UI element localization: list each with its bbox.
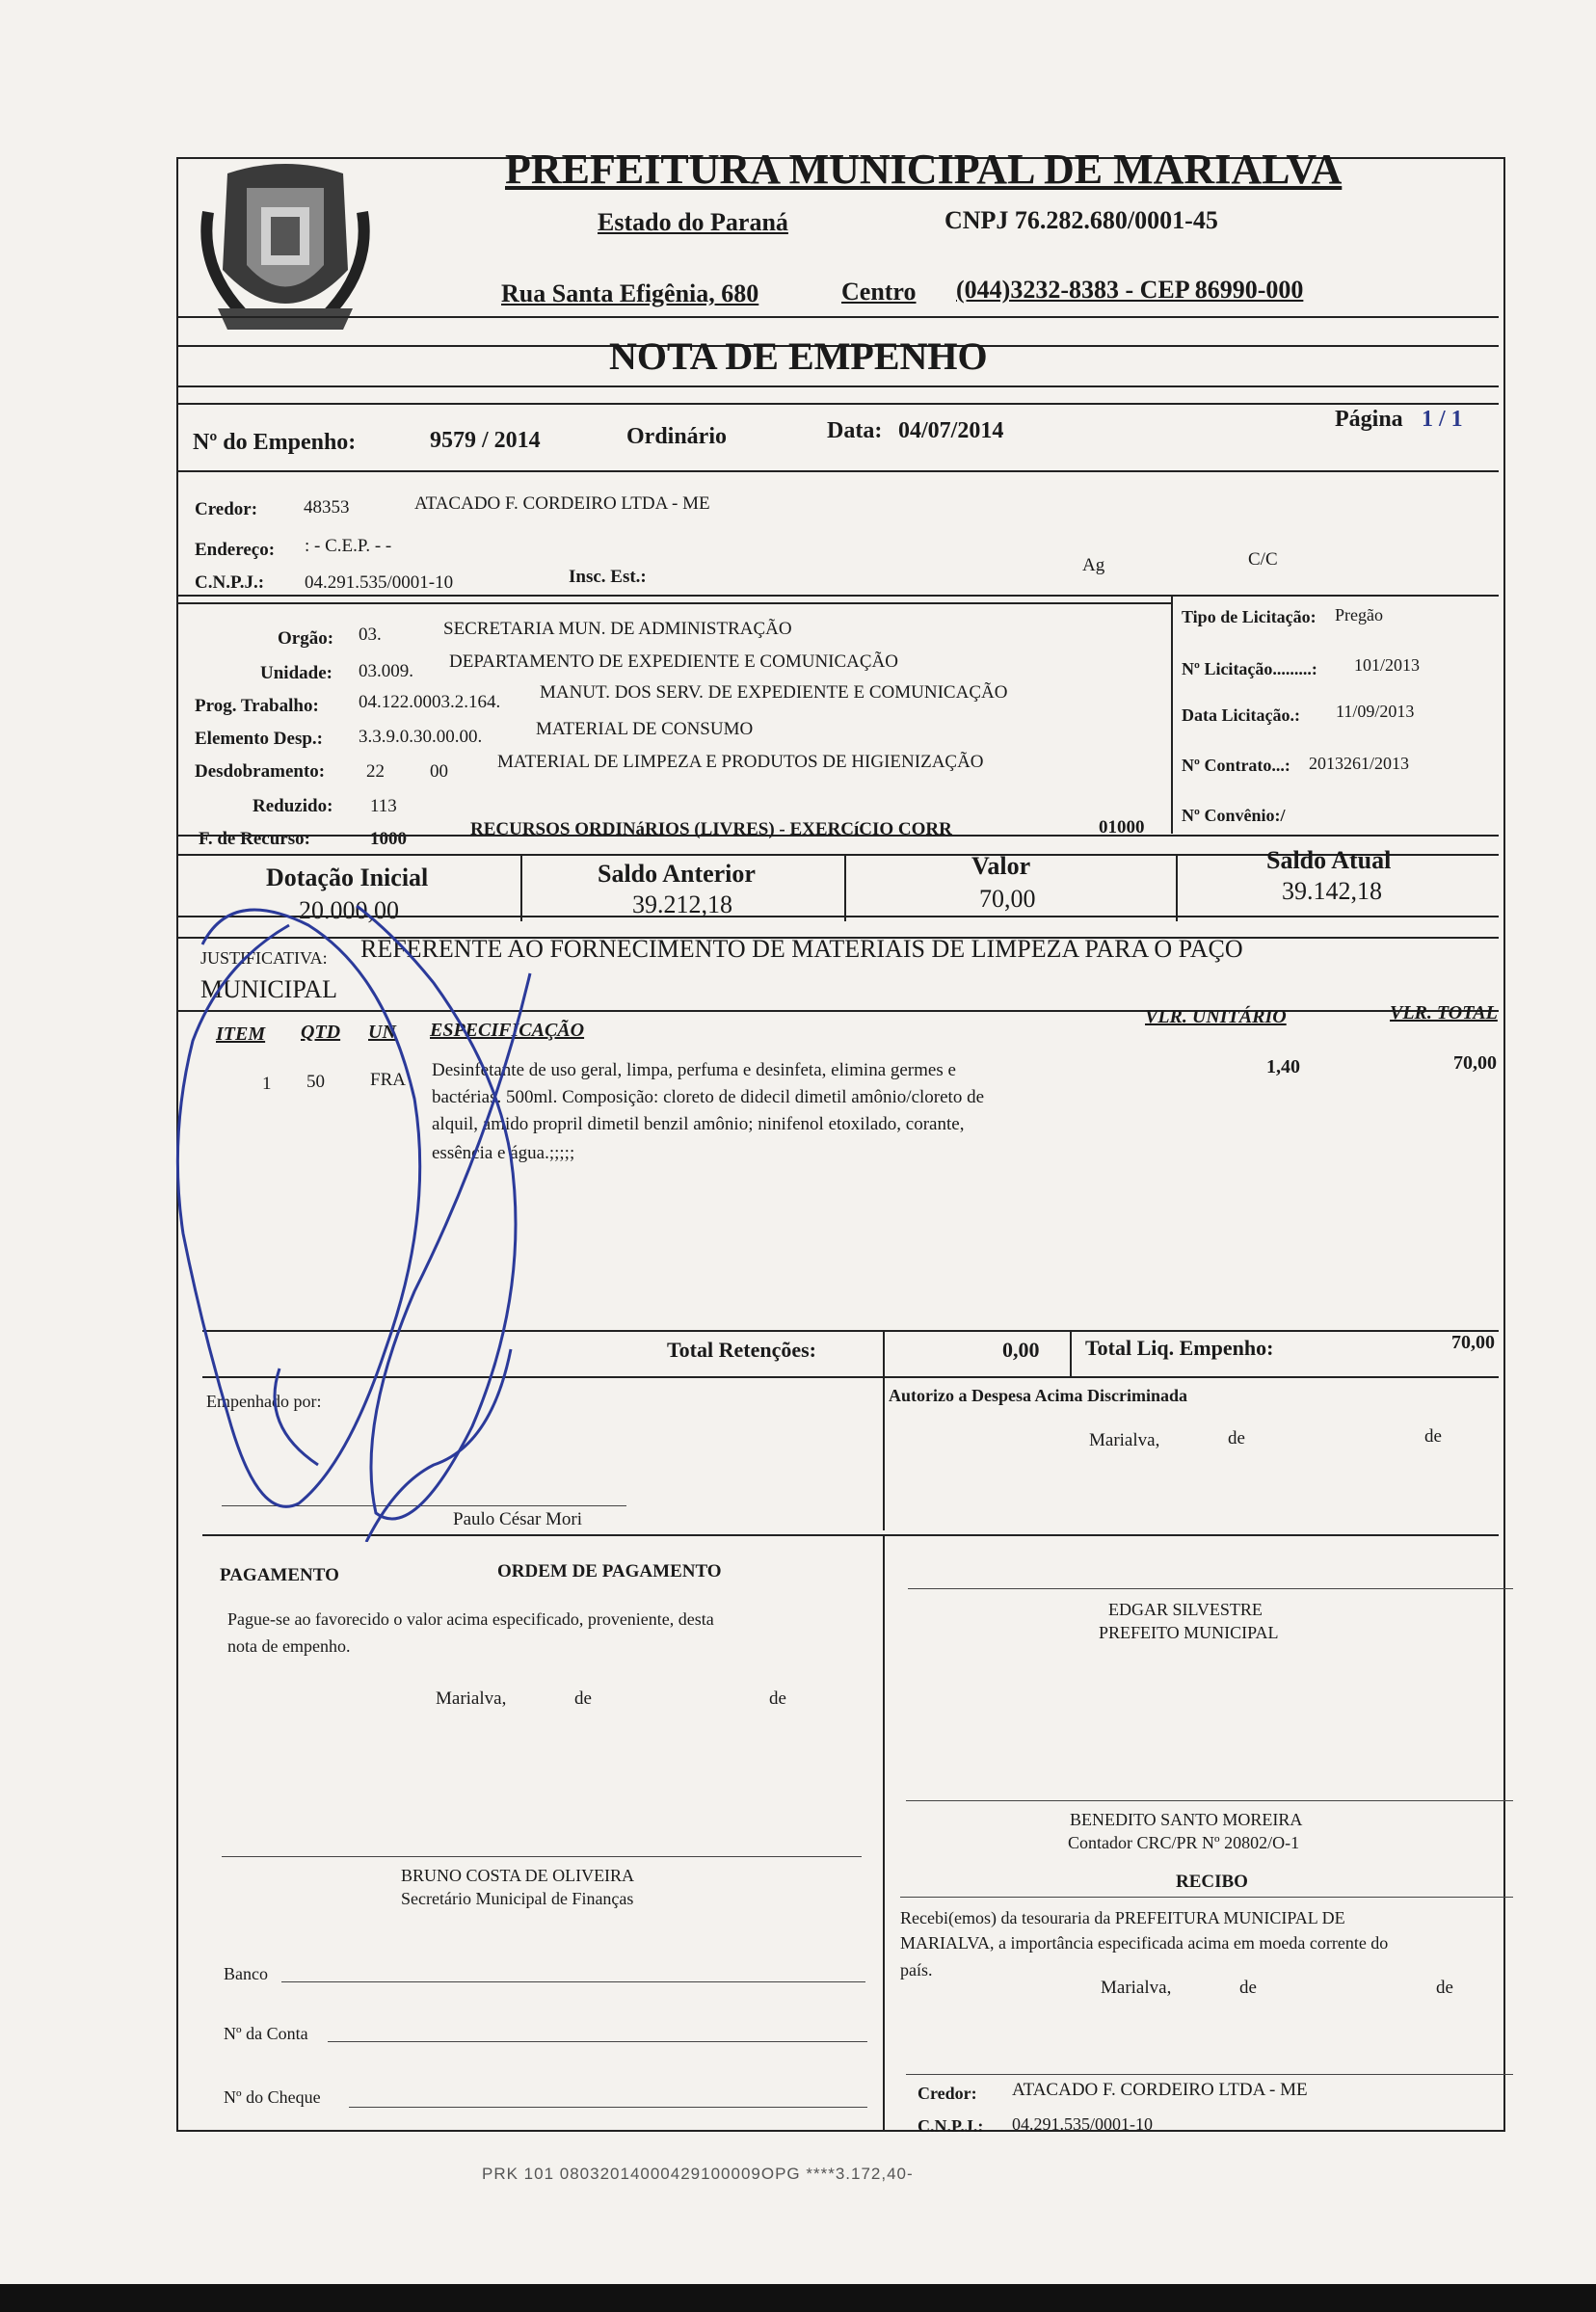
recibo-cnpj: 04.291.535/0001-10 (1012, 2114, 1153, 2134)
cheque-label: Nº do Cheque (224, 2087, 321, 2107)
phone-cep-label: (044)3232-8383 - CEP 86990-000 (956, 276, 1304, 304)
recibo-credor-name: ATACADO F. CORDEIRO LTDA - ME (1012, 2080, 1308, 2100)
unidade-code: 03.009. (359, 661, 413, 681)
justificativa-label: JUSTIFICATIVA: (200, 948, 328, 968)
contador-title: Contador CRC/PR Nº 20802/O-1 (1068, 1833, 1300, 1852)
col-unit-value: VLR. UNITÁRIO (1145, 1006, 1287, 1027)
pagamento-text-line2: nota de empenho. (227, 1636, 351, 1656)
autorizo-de1: de (1228, 1428, 1245, 1448)
pagamento-label: PAGAMENTO (220, 1565, 339, 1585)
pagamento-de1: de (574, 1688, 592, 1709)
liq-empenho-label: Total Liq. Empenho: (1085, 1336, 1274, 1360)
col-qtd: QTD (301, 1022, 341, 1043)
date-label: Data: (827, 418, 883, 443)
item-desc-line1: Desinfetante de uso geral, limpa, perfuma e desinfeta, elimina germes e (432, 1060, 956, 1080)
col-total-value: VLR. TOTAL (1390, 1002, 1498, 1023)
item-un: FRA (370, 1070, 406, 1090)
cnpj-label: CNPJ 76.282.680/0001-45 (944, 206, 1218, 234)
bruno-name: BRUNO COSTA DE OLIVEIRA (401, 1866, 635, 1885)
autorizo-de2: de (1424, 1426, 1442, 1447)
prog-code: 04.122.0003.2.164. (359, 692, 501, 712)
credor-cnpj-label: C.N.P.J.: (195, 572, 265, 593)
scan-bottom-edge (0, 2284, 1596, 2312)
saldo-anterior-value: 39.212,18 (632, 890, 732, 918)
recurso-label: F. de Recurso: (199, 829, 310, 849)
reduzido-label: Reduzido: (253, 796, 333, 816)
elemento-name: MATERIAL DE CONSUMO (536, 719, 754, 739)
recibo-de2: de (1436, 1978, 1453, 1998)
handwritten-signature (164, 848, 665, 1542)
secretario-title: Secretário Municipal de Finanças (401, 1889, 634, 1908)
insc-est-label: Insc. Est.: (569, 567, 647, 587)
page-label: Página (1335, 407, 1403, 432)
orgao-code: 03. (359, 625, 382, 645)
benedito-name: BENEDITO SANTO MOREIRA (1070, 1810, 1303, 1829)
item-total-value: 70,00 (1453, 1052, 1497, 1074)
conta-label: Nº da Conta (224, 2024, 308, 2043)
item-desc-line4: essência e água.;;;;; (432, 1143, 575, 1163)
elemento-code: 3.3.9.0.30.00.00. (359, 727, 483, 747)
justificativa-line2: MUNICIPAL (200, 975, 338, 1003)
desdobramento-name: MATERIAL DE LIMPEZA E PRODUTOS DE HIGIENIZAÇÃO (497, 752, 984, 772)
recibo-marialva: Marialva, (1101, 1978, 1172, 1998)
retencoes-value: 0,00 (1002, 1338, 1040, 1362)
col-un: UN (368, 1022, 396, 1043)
address-label: Endereço: (195, 540, 276, 560)
empenho-number-label: Nº do Empenho: (193, 430, 357, 455)
recibo-text-line2: MARIALVA, a importância especificada acima em moeda corrente do (900, 1933, 1389, 1953)
empenho-type: Ordinário (626, 424, 728, 449)
pagamento-text-line1: Pague-se ao favorecido o valor acima especificado, proveniente, desta (227, 1609, 714, 1629)
licitacao-date-label: Data Licitação.: (1182, 705, 1300, 725)
recurso-code: 1000 (370, 829, 407, 849)
page-number: 1 / 1 (1422, 407, 1463, 432)
prog-name: MANUT. DOS SERV. DE EXPEDIENTE E COMUNICAÇÃO (540, 682, 1008, 703)
retencoes-label: Total Retenções: (667, 1338, 816, 1362)
col-item: ITEM (216, 1023, 266, 1045)
street-label: Rua Santa Efigênia, 680 (501, 279, 759, 307)
elemento-label: Elemento Desp.: (195, 729, 323, 749)
dotacao-label: Dotação Inicial (266, 864, 429, 891)
licitacao-type-label: Tipo de Licitação: (1182, 607, 1317, 626)
recibo-credor-label: Credor: (918, 2084, 977, 2103)
recurso-name: RECURSOS ORDINáRIOS (LIVRES) - EXERCíCIO CORR (470, 819, 952, 839)
recibo-title: RECIBO (1176, 1872, 1248, 1892)
convenio-label: Nº Convênio:/ (1182, 806, 1286, 825)
paulo-name: Paulo César Mori (453, 1509, 583, 1529)
item-desc-line3: alquil, amido propril dimetil benzil amônio; ninifenol etoxilado, corante, (432, 1114, 965, 1134)
saldo-anterior-label: Saldo Anterior (598, 860, 756, 888)
unidade-name: DEPARTAMENTO DE EXPEDIENTE E COMUNICAÇÃO (449, 651, 899, 672)
credor-cnpj: 04.291.535/0001-10 (305, 572, 454, 593)
valor-value: 70,00 (979, 885, 1036, 913)
state-label: Estado do Paraná (598, 208, 788, 236)
credor-code: 48353 (304, 497, 350, 518)
orgao-label: Orgão: (278, 628, 334, 649)
doc-title: NOTA DE EMPENHO (609, 334, 988, 378)
orgao-name: SECRETARIA MUN. DE ADMINISTRAÇÃO (443, 619, 792, 639)
licitacao-type: Pregão (1335, 605, 1383, 625)
licitacao-number: 101/2013 (1354, 655, 1421, 675)
ordem-pagamento-label: ORDEM DE PAGAMENTO (497, 1561, 722, 1581)
saldo-atual-label: Saldo Atual (1266, 846, 1392, 874)
district-label: Centro (841, 278, 917, 306)
credor-label: Credor: (195, 499, 258, 519)
banco-label: Banco (224, 1964, 268, 1983)
col-especificacao: ESPECIFICAÇÃO (430, 1020, 585, 1041)
coat-of-arms-logo (189, 154, 382, 347)
item-number: 1 (262, 1074, 272, 1094)
licitacao-date: 11/09/2013 (1336, 702, 1415, 721)
empenhado-por-label: Empenhado por: (206, 1392, 322, 1411)
dotacao-value: 20.000,00 (299, 896, 399, 924)
liq-empenho-value: 70,00 (1451, 1332, 1495, 1353)
licitacao-number-label: Nº Licitação.........: (1182, 659, 1317, 678)
item-qtd: 50 (306, 1072, 325, 1092)
desdobramento-a: 22 (366, 761, 385, 782)
ag-label: Ag (1082, 555, 1105, 575)
autorizo-marialva: Marialva, (1089, 1430, 1160, 1450)
unidade-label: Unidade: (260, 663, 332, 683)
recibo-de1: de (1239, 1978, 1257, 1998)
item-desc-line2: bactérias. 500ml. Composição: cloreto de didecil dimetil amônio/cloreto de (432, 1087, 985, 1107)
saldo-atual-value: 39.142,18 (1282, 877, 1382, 905)
item-unit-value: 1,40 (1266, 1056, 1300, 1077)
prog-label: Prog. Trabalho: (195, 696, 319, 716)
recibo-text-line1: Recebi(emos) da tesouraria da PREFEITURA MUNICIPAL DE (900, 1908, 1345, 1927)
address-value: : - C.E.P. - - (305, 536, 392, 556)
recurso-number: 01000 (1099, 817, 1145, 837)
recibo-text-line3: país. (900, 1960, 933, 1980)
edgar-name: EDGAR SILVESTRE (1108, 1600, 1263, 1619)
footer-code: PRK 101 08032014000429100009OPG ****3.172,40- (482, 2165, 914, 2183)
date-value: 04/07/2014 (898, 418, 1004, 443)
prefeito-title: PREFEITO MUNICIPAL (1099, 1623, 1279, 1642)
desdobramento-label: Desdobramento: (195, 761, 326, 782)
desdobramento-b: 00 (430, 761, 448, 782)
contrato-number: 2013261/2013 (1309, 754, 1410, 773)
reduzido-value: 113 (370, 796, 397, 816)
pagamento-marialva: Marialva, (436, 1688, 507, 1709)
credor-name: ATACADO F. CORDEIRO LTDA - ME (414, 493, 710, 514)
empenho-number: 9579 / 2014 (430, 428, 541, 453)
cc-label: C/C (1248, 549, 1278, 570)
municipality-title: PREFEITURA MUNICIPAL DE MARIALVA (505, 146, 1343, 193)
justificativa-line1: REFERENTE AO FORNECIMENTO DE MATERIAIS DE LIMPEZA PARA O PAÇO (360, 935, 1243, 963)
pagamento-de2: de (769, 1688, 786, 1709)
valor-label: Valor (971, 852, 1031, 880)
recibo-cnpj-label: C.N.P.J.: (918, 2116, 984, 2136)
contrato-label: Nº Contrato...: (1182, 756, 1290, 775)
autorizo-label: Autorizo a Despesa Acima Discriminada (889, 1386, 1187, 1405)
